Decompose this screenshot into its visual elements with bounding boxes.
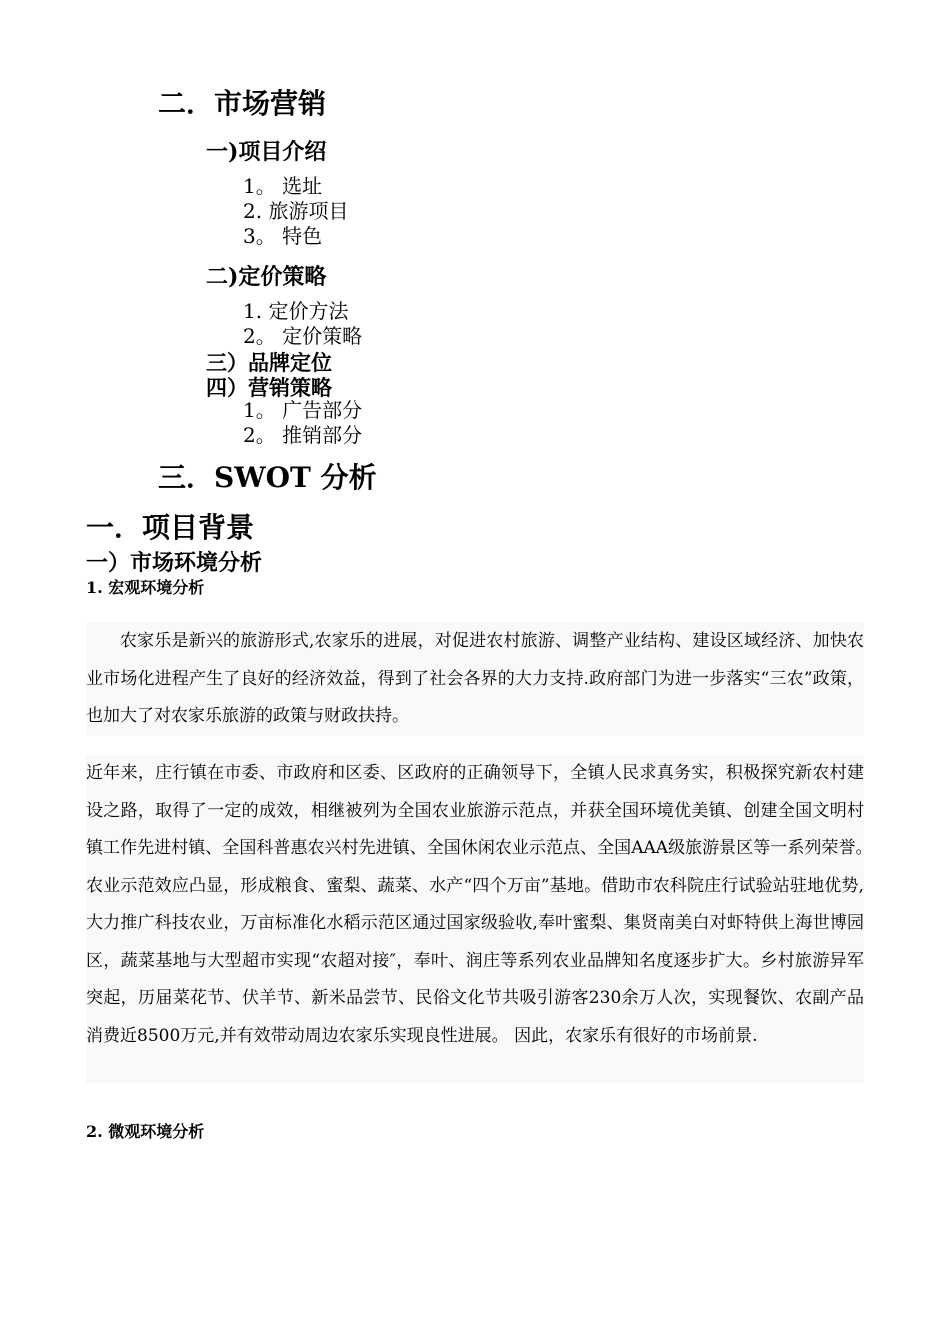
toc-item-pricing-method: 1. 定价方法 <box>243 299 349 323</box>
toc-item-promotion: 2。 推销部分 <box>243 423 363 447</box>
toc-sub-project-intro: 一)项目介绍 <box>206 139 327 165</box>
section-project-background: 一．项目背景 <box>86 511 255 544</box>
toc-sub-pricing: 二)定价策略 <box>206 264 327 290</box>
paragraph-intro <box>86 623 864 736</box>
toc-section-marketing: 二．市场营销 <box>158 87 327 120</box>
paragraph-zhuanghang <box>86 755 887 1083</box>
toc-sub-brand: 三）品牌定位 <box>206 350 332 375</box>
toc-item-features: 3。 特色 <box>243 224 323 248</box>
toc-item-tourism-project: 2. 旅游项目 <box>243 199 349 223</box>
sub-market-environment: 一）市场环境分析 <box>86 550 263 576</box>
toc-section-swot: 三．SWOT 分析 <box>158 461 377 494</box>
paragraph-zhuanghang-text: 近年来，庄行镇在市委、市政府和区委、区政府的正确领导下，全镇人民求真务实，积极探究新农村建设之路，取得了一定的成效，相继被列为全国农业旅游示范点，并获全国环境优美镇、创建全国文明村镇工作先进村镇、全国科普惠农兴村先进镇、全国休闲农业示范点、全国AAA级旅游景区等一系列荣誉。 农业示范效应凸显，形成粮食、蜜梨、蔬菜、水产“四个万亩”基地。借助市农科院庄行试验站驻地优势,大力推广科技农业，万亩标准化水稻示范区通过国家级验收,奉叶蜜梨、集贤南美白对虾特供上海世博园区，蔬菜基地与大型超市实现“农超对接″，奉叶、润庄等系列农业品牌知名度逐步扩大。乡村旅游异军突起，历届菜花节、伏羊节、新米品尝节、民俗文化节共吸引游客230余万人次，实现餐饮、农副产品消费近8500万元,并有效带动周边农家乐实现良性进展。 因此，农家乐有很好的市场前景. <box>86 763 887 1046</box>
toc-sub-marketing-strategy: 四）营销策略 <box>206 375 332 400</box>
toc-item-site: 1。 选址 <box>243 174 323 198</box>
toc-item-pricing-strategy: 2。 定价策略 <box>243 324 363 348</box>
heading-macro-environment: 1. 宏观环境分析 <box>86 578 205 597</box>
toc-item-advertising: 1。 广告部分 <box>243 398 363 422</box>
heading-micro-environment: 2. 微观环境分析 <box>86 1122 205 1141</box>
paragraph-intro-text: 农家乐是新兴的旅游形式,农家乐的进展，对促进农村旅游、调整产业结构、建设区域经济、加快农业市场化进程产生了良好的经济效益，得到了社会各界的大力支持.政府部门为进一步落实“三农”政策，也加大了对农家乐旅游的政策与财政扶持。 <box>86 631 864 726</box>
